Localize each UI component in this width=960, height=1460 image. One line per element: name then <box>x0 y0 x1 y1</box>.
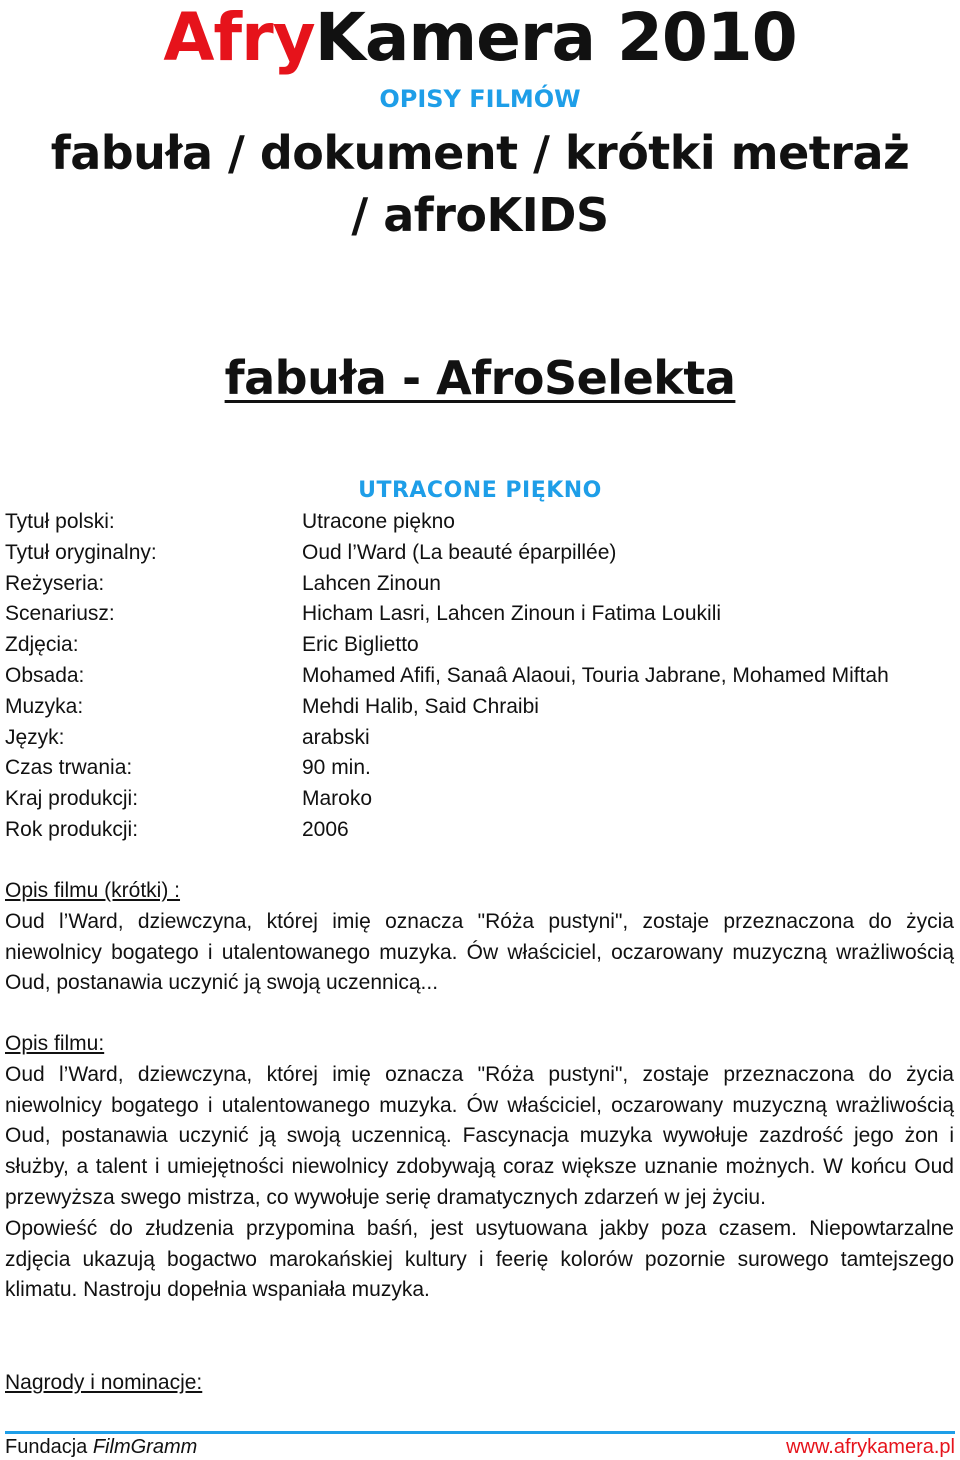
awards-section <box>5 1368 954 1399</box>
info-label: Zdjęcia: <box>5 633 79 657</box>
footer-website-link[interactable]: www.afrykamera.pl <box>786 1436 955 1458</box>
footer-org-prefix: Fundacja <box>5 1436 93 1458</box>
info-label: Język: <box>5 725 65 749</box>
info-value: Hicham Lasri, Lahcen Zinoun i Fatima Loukili <box>302 602 722 626</box>
categories-line-1: fabuła / dokument / krótki metraż <box>50 126 910 180</box>
section-heading <box>0 348 960 408</box>
awards-heading: Nagrody i nominacje: <box>5 1371 203 1394</box>
info-row <box>5 753 955 784</box>
info-row <box>5 507 955 538</box>
categories-heading <box>0 122 960 246</box>
info-row <box>5 569 955 600</box>
info-label: Rok produkcji: <box>5 817 139 841</box>
info-row <box>5 630 955 661</box>
title-rest: Kamera 2010 <box>314 0 797 76</box>
info-label: Czas trwania: <box>5 756 133 780</box>
info-label: Kraj produkcji: <box>5 787 139 811</box>
info-label: Reżyseria: <box>5 571 105 595</box>
footer-organization <box>5 1435 197 1459</box>
info-value: Oud l’Ward (La beauté éparpillée) <box>302 540 617 564</box>
info-row <box>5 784 955 815</box>
page-subtitle: OPISY FILMÓW <box>379 85 581 113</box>
full-description-paragraph-2: Opowieść do złudzenia przypomina baśń, jest usytuowana jakby poza czasem. Niepowtarzalne zdjęcia ukazują bogactwo marokańskiej kultury i feerię kolorów pozornie surowego tamtejszego klimatu. Nastroju dopełnia wspaniała muzyka. <box>5 1216 954 1302</box>
info-label: Obsada: <box>5 663 85 687</box>
short-description-text: Oud l’Ward, dziewczyna, której imię oznacza "Róża pustyni", zostaje przeznaczona do życia niewolnicy bogatego i utalentowanego muzyka. Ów właściciel, oczarowany muzyczną wrażliwością Oud, postanawia uczynić ją swoją uczennicą... <box>5 909 954 995</box>
title-accent: Afry <box>163 0 315 76</box>
info-value: arabski <box>302 725 370 749</box>
info-row <box>5 692 955 723</box>
info-value: 2006 <box>302 817 349 841</box>
full-description-heading: Opis filmu: <box>5 1032 105 1055</box>
info-row <box>5 723 955 754</box>
info-row <box>5 538 955 569</box>
info-row <box>5 661 955 692</box>
info-value: Lahcen Zinoun <box>302 571 441 595</box>
info-value: Maroko <box>302 787 373 811</box>
short-description-heading: Opis filmu (krótki) : <box>5 879 181 902</box>
short-description <box>5 876 954 999</box>
categories-line-2: / afroKIDS <box>351 188 609 242</box>
footer-org-name: FilmGramm <box>92 1436 198 1458</box>
film-info-table <box>5 507 955 846</box>
info-value: 90 min. <box>302 756 371 780</box>
info-row <box>5 599 955 630</box>
info-value: Mohamed Afifi, Sanaâ Alaoui, Touria Jabrane, Mohamed Miftah <box>302 663 889 687</box>
info-row <box>5 815 955 846</box>
info-label: Tytuł oryginalny: <box>5 540 157 564</box>
info-value: Mehdi Halib, Said Chraibi <box>302 694 539 718</box>
film-title: UTRACONE PIĘKNO <box>358 478 602 503</box>
info-value: Utracone piękno <box>302 510 455 533</box>
info-label: Tytuł polski: <box>5 510 115 533</box>
full-description-paragraph-1: Oud l’Ward, dziewczyna, której imię oznacza "Róża pustyni", zostaje przeznaczona do życia niewolnicy bogatego i utalentowanego muzyka. Ów właściciel, oczarowany muzyczną wrażliwością Oud, postanawia uczynić ją swoją uczennicą. Fascynacja muzyka wywołuje zazdrość jego żon i służby, a talent i umiejętności niewolnicy zdobywają coraz większe uznanie możnych. W końcu Oud przewyższa swego mistrza, co wywołuje serię dramatycznych zdarzeń w jej życiu. <box>5 1062 954 1209</box>
footer-divider <box>5 1431 955 1434</box>
info-label: Muzyka: <box>5 694 84 718</box>
info-label: Scenariusz: <box>5 602 115 626</box>
full-description <box>5 1029 954 1306</box>
page-title <box>0 0 960 78</box>
section-heading-text: fabuła - AfroSelekta <box>224 351 736 405</box>
info-value: Eric Biglietto <box>302 633 419 657</box>
